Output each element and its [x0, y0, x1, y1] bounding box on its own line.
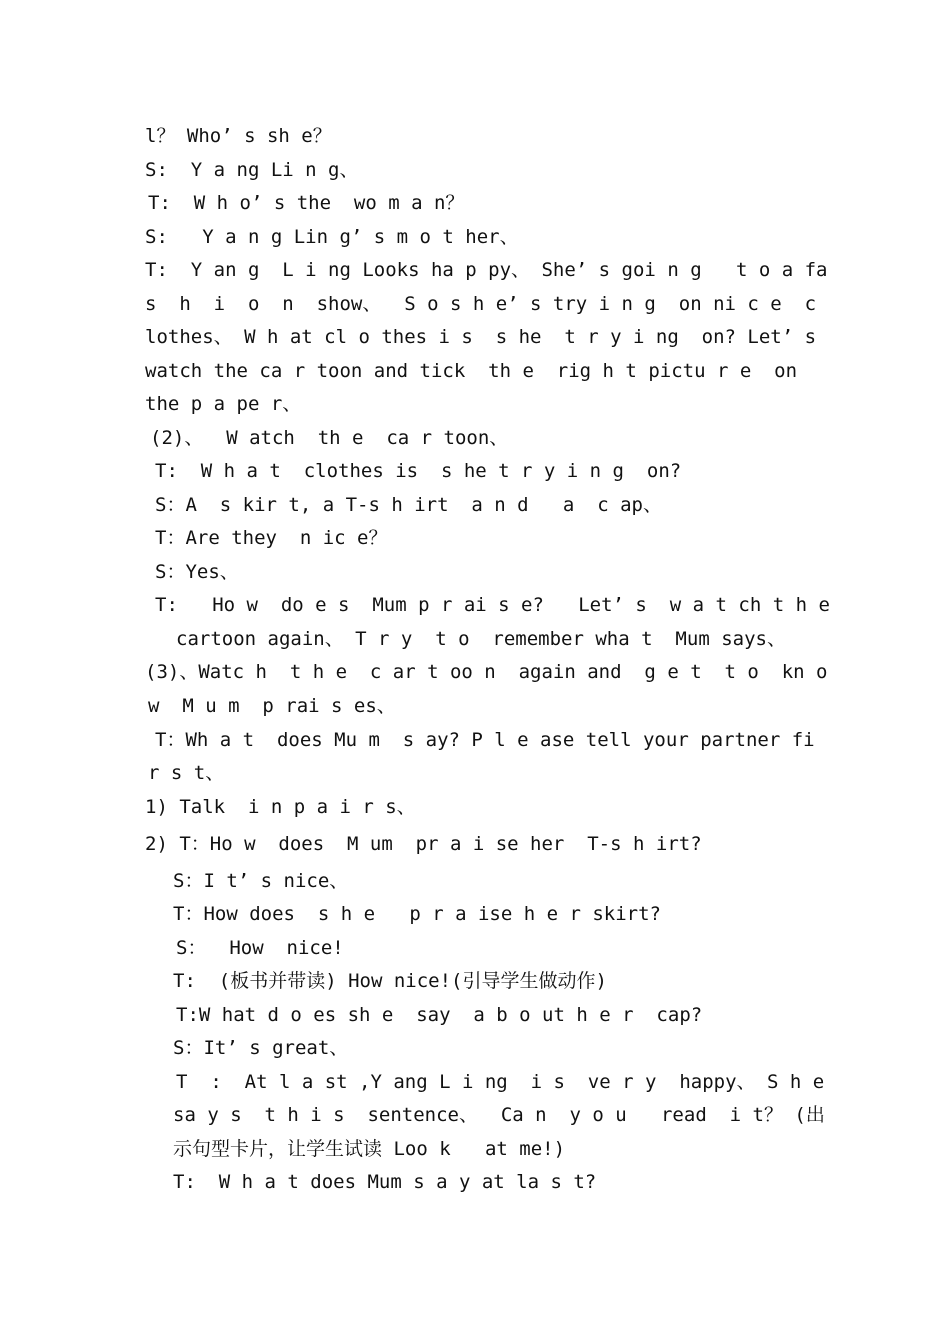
text-line-19: T：Wh a t does Mu m s ay? P l e ase tell your partner fi	[155, 729, 815, 751]
text-line-12: S：A s kir t, a T-s h irt a n d a c ap、	[155, 494, 662, 516]
text-line-16: cartoon again、 T r y t o remember wha t Mum says、	[176, 628, 786, 650]
text-line-4: S: Y a n g Lin g’ s m o t her、	[145, 226, 519, 248]
text-line-22: 2) T：Ho w does M um pr a i se her T-s h irt?	[145, 833, 702, 855]
text-line-26: T: (板书并带读) How nice!(引导学生做动作)	[173, 970, 607, 992]
text-line-31: 示句型卡片，让学生试读 Loo k at me!)	[173, 1138, 566, 1160]
text-line-7: lothes、 W h at cl o thes i s s he t r y i ng on? Let’ s	[145, 326, 817, 348]
text-line-3: T: W h o’ s the wo m a n？	[148, 192, 465, 214]
text-line-20: r s t、	[148, 762, 225, 784]
text-line-10: (2)、 W atch th e ca r toon、	[150, 427, 509, 449]
text-line-18: w M u m p rai s es、	[148, 695, 396, 717]
text-line-32: T: W h a t does Mum s a y at la s t?	[173, 1171, 597, 1193]
text-line-30: sa y s t h i s sentence、 Ca n y o u read i t？ (出	[173, 1104, 825, 1126]
text-line-23: S：I t’ s nice、	[173, 870, 349, 892]
text-line-28: S：It’ s great、	[173, 1037, 349, 1059]
text-line-11: T: W h a t clothes is s he t r y i n g on?	[155, 460, 682, 482]
text-line-9: the p a pe r、	[145, 393, 302, 415]
text-line-2: S: Y a ng Li n g、	[145, 159, 359, 181]
text-line-17: (3)、Watc h t h e c ar t oo n again and g e t t o kn o	[145, 661, 828, 683]
text-line-8: watch the ca r toon and tick th e rig h t pictu r e on	[145, 360, 798, 382]
text-line-13: T：Are they n ic e？	[155, 527, 388, 549]
text-line-25: S： How nice!	[176, 937, 344, 959]
text-line-27: T:W hat d o es sh e say a b o ut h e r cap?	[176, 1004, 703, 1026]
text-line-5: T: Y an g L i ng Looks ha p py、 She’ s goi n g t o a fa	[145, 259, 828, 281]
text-line-1: l？ Who’ s sh e？	[145, 125, 332, 147]
text-line-6: s h i o n show、 S o s h e’ s try i n g on ni c e c	[145, 293, 817, 315]
text-line-21: 1) Talk i n p a i r s、	[145, 796, 416, 818]
text-line-29: T : At l a st ,Y ang L i ng i s ve r y happy、 S h e	[176, 1071, 825, 1093]
text-line-14: S：Yes、	[155, 561, 239, 583]
text-line-15: T: Ho w do e s Mum p r ai s e? Let’ s w a t ch t h e	[155, 594, 830, 616]
text-line-24: T：How does s h e p r a ise h e r skirt?	[173, 903, 661, 925]
